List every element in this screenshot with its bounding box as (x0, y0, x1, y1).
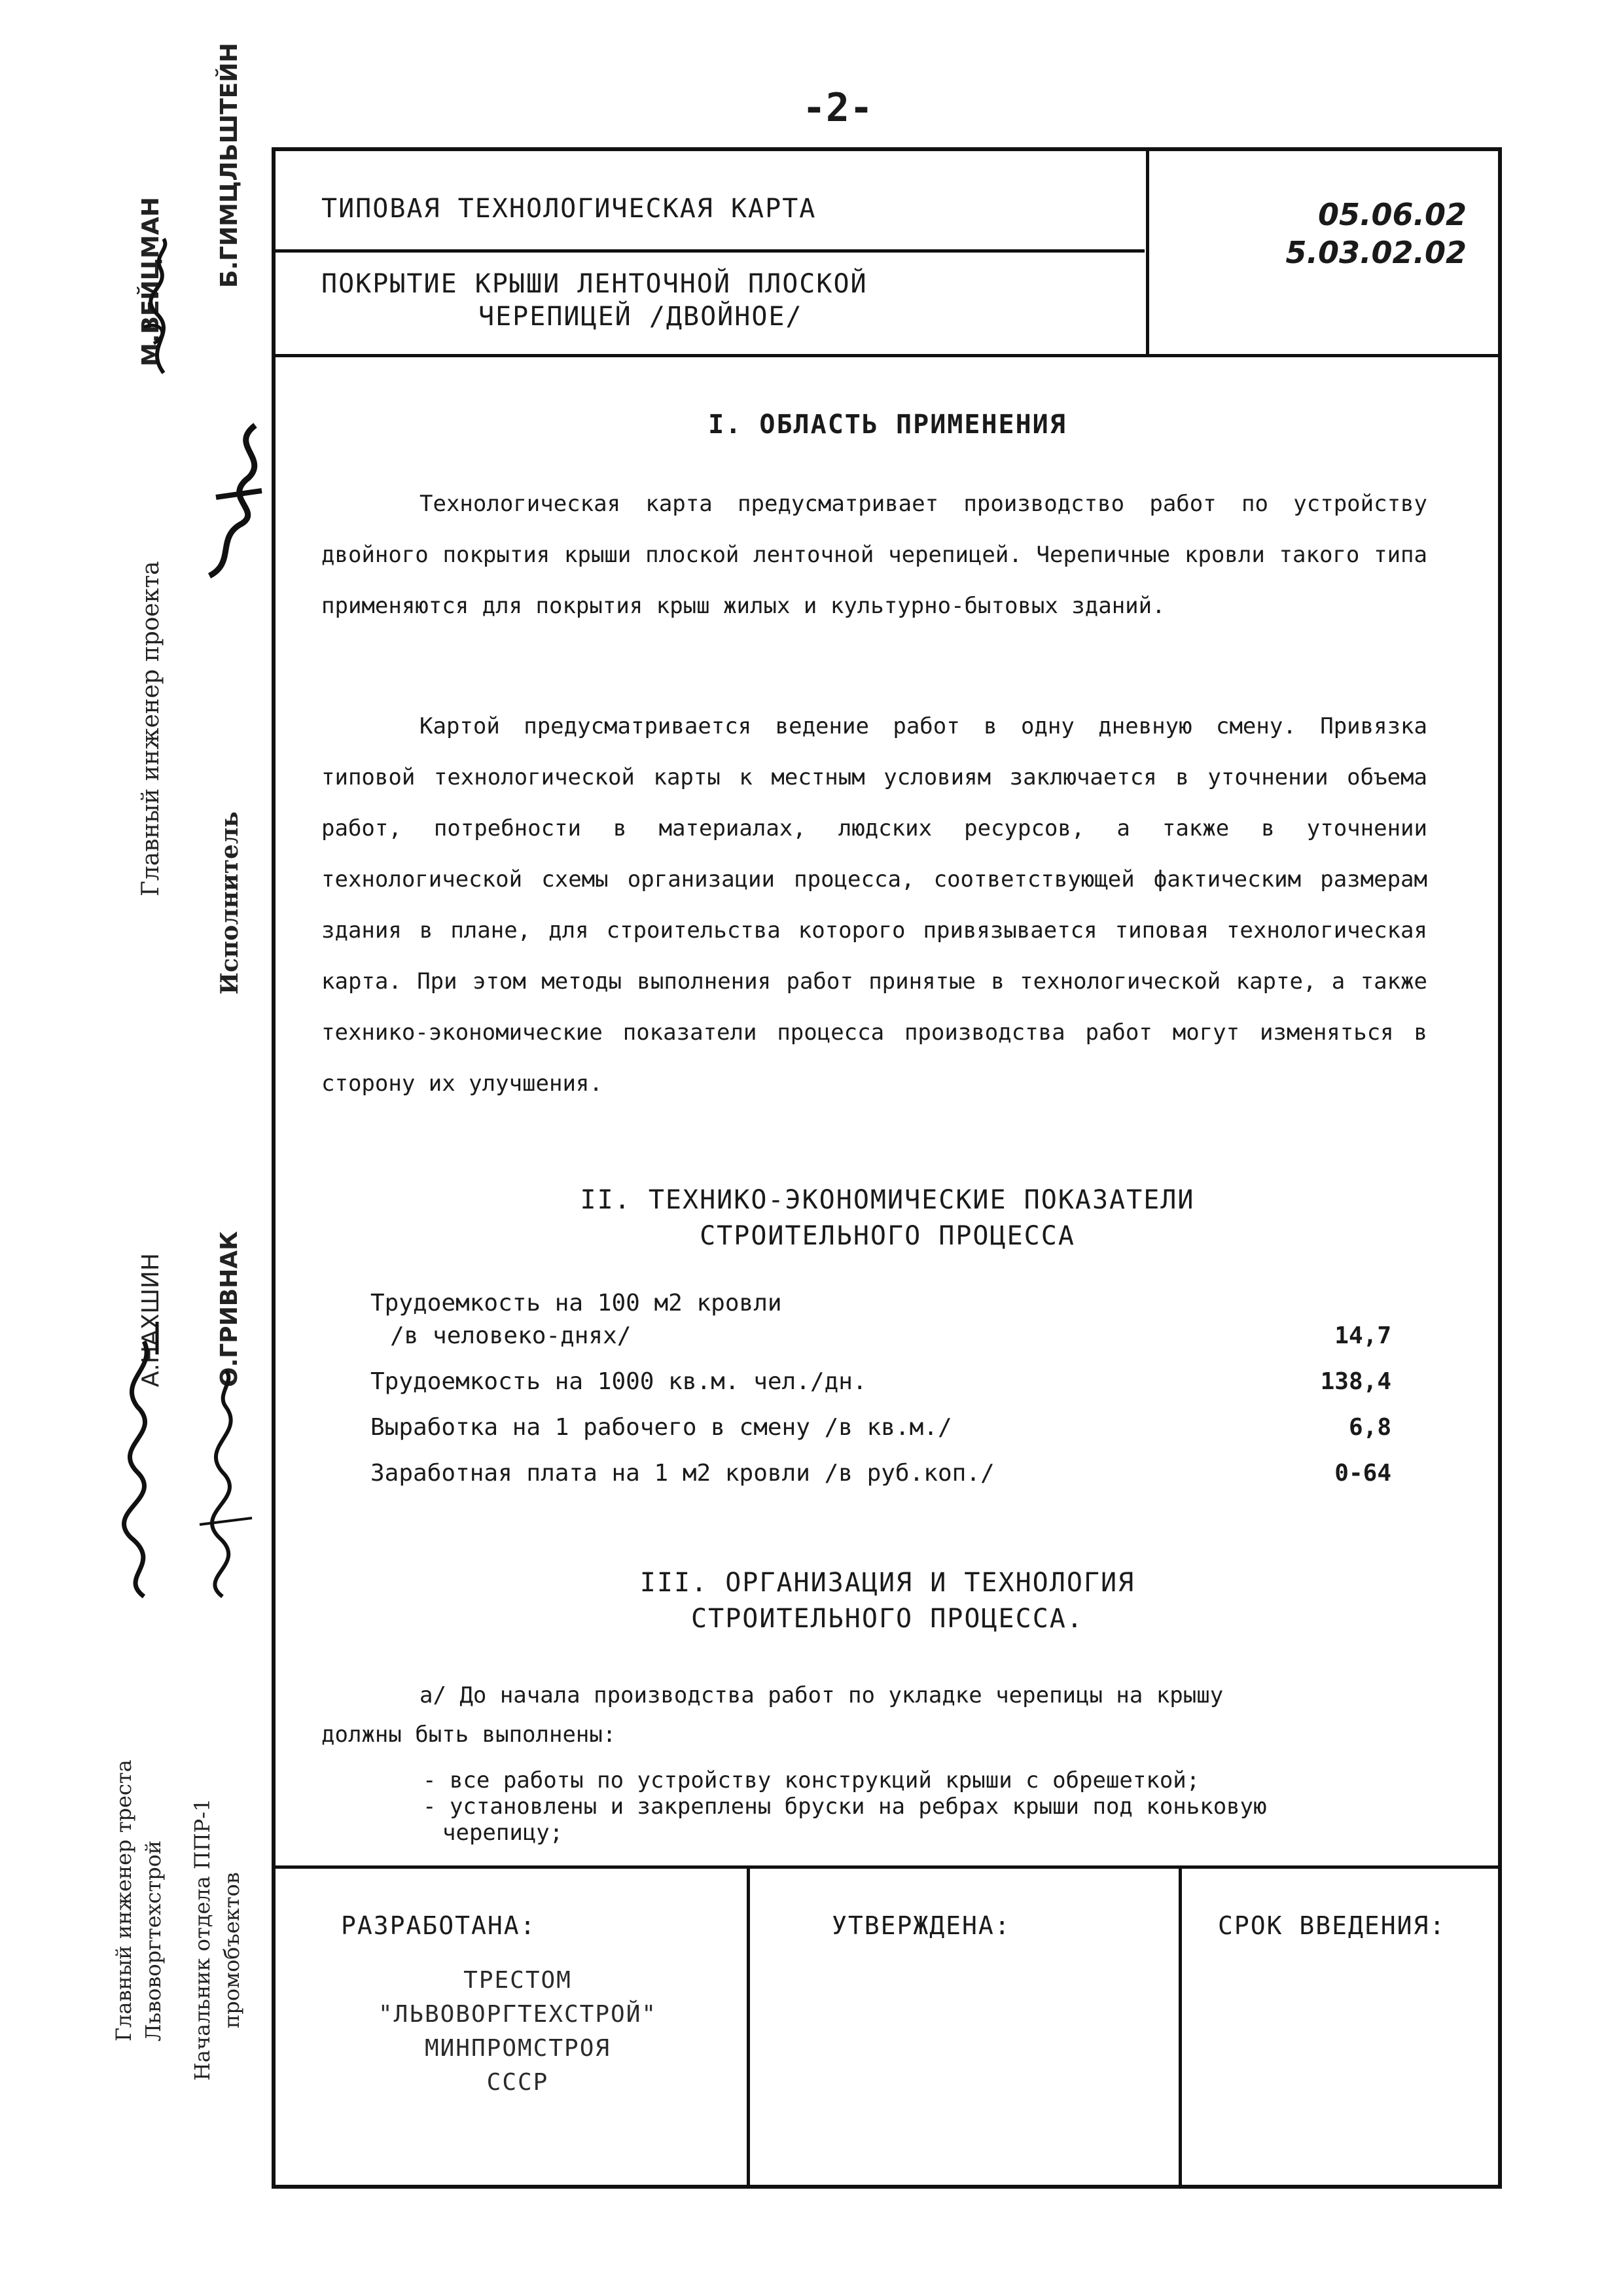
section-3-item-1: - все работы по устройству конструкций крыши с обрешеткой; (423, 1767, 1200, 1793)
kpi-value: 14,7 (1334, 1322, 1391, 1349)
approved-label: УТВЕРЖДЕНА: (832, 1911, 1011, 1940)
footer-divider-1 (747, 1865, 750, 2189)
signature-executor (196, 419, 275, 589)
kpi-value: 0-64 (1334, 1460, 1391, 1487)
executor-name: Б.ГИМЦЛЬШТЕЙН (216, 43, 243, 288)
kpi-row (370, 1414, 1391, 1441)
header-divider (276, 249, 1145, 253)
chief-engineer-label: Главный инженер проекта (137, 561, 164, 896)
kpi-row (370, 1460, 1391, 1487)
kpi-row (370, 1290, 1391, 1316)
section-1-paragraph-1: Технологическая карта предусматривает производство работ по устройству двойного покрытия крыши плоской ленточной черепицей. Черепичные кровли такого типа применяются для покрытия крыш жилых и культурно-бытовых зданий. (321, 491, 1427, 619)
developed-org-2: "ЛЬВОВОРГТЕХСТРОЙ" (378, 2001, 658, 2028)
header-bottom-border (276, 354, 1498, 357)
doc-title-top: ТИПОВАЯ ТЕХНОЛОГИЧЕСКАЯ КАРТА (321, 194, 817, 224)
kpi-label: Трудоемкость на 1000 кв.м. чел./дн. (370, 1368, 867, 1395)
section-3-title-line1: III. ОРГАНИЗАЦИЯ И ТЕХНОЛОГИЯ (639, 1568, 1135, 1598)
section-2-title-line2: СТРОИТЕЛЬНОГО ПРОЦЕССА (700, 1221, 1075, 1251)
doc-title-line2: ЧЕРЕПИЦЕЙ /ДВОЙНОЕ/ (478, 302, 803, 332)
dept-head-line2: промобъектов (219, 1872, 244, 2028)
signer-name-a: А.НАХШИН (137, 1253, 164, 1387)
section-1-paragraph-2: Картой предусматривается ведение работ в одну дневную смену. Привязка типовой технологической карты к местным условиям заключается в уточнении объема работ, потребности в материалах, людских ресурсов, а также в уточнении технологической схемы организации процесса, соответствующей фактическим размерам здания в плане, для строительства которого привязывается типовая технологическая карта. При этом методы выполнения работ принятые в технологической карте, а также технико-экономические показатели процесса производства работ могут изменяться в сторону их улучшения. (321, 713, 1427, 1097)
section-3-intro: а/ До начала производства работ по укладке черепицы на крышу (419, 1682, 1224, 1708)
section-3-item-2-cont: черепицу; (442, 1820, 563, 1846)
executor-label: Исполнитель (216, 811, 243, 995)
doc-code-1: 05.06.02 (1318, 197, 1467, 232)
section-1-title: I. ОБЛАСТЬ ПРИМЕНЕНИЯ (708, 410, 1067, 440)
header-code-divider (1146, 151, 1149, 354)
dept-head-line1: Начальник отдела ППР-1 (190, 1798, 215, 2081)
section-2-title-line1: II. ТЕХНИКО-ЭКОНОМИЧЕСКИЕ ПОКАЗАТЕЛИ (580, 1185, 1195, 1215)
kpi-label: Выработка на 1 рабочего в смену /в кв.м./ (370, 1414, 952, 1441)
kpi-value: 6,8 (1348, 1414, 1391, 1441)
kpi-label-cont: /в человеко-днях/ (390, 1322, 632, 1349)
chief-trust-line2: Львоворгтехстрой (141, 1840, 166, 2041)
kpi-row (390, 1322, 1391, 1349)
developed-org-4: СССР (486, 2069, 549, 2096)
section-3-item-2: - установлены и закреплены бруски на ребрах крыши под коньковую (423, 1793, 1267, 1820)
page-number: -2- (802, 85, 874, 131)
signature-a (105, 1315, 183, 1603)
chief-engineer-name: М.ВЕЙЦМАН (137, 197, 164, 366)
developed-label: РАЗРАБОТАНА: (341, 1911, 537, 1940)
footer-top-border (276, 1865, 1498, 1869)
kpi-row (370, 1368, 1391, 1395)
effective-date-label: СРОК ВВЕДЕНИЯ: (1218, 1911, 1446, 1940)
developed-org-1: ТРЕСТОМ (463, 1967, 572, 1994)
footer-divider-2 (1179, 1865, 1182, 2189)
developed-org-3: МИНПРОМСТРОЯ (424, 2035, 611, 2062)
kpi-label: Заработная плата на 1 м2 кровли /в руб.коп./ (370, 1460, 995, 1487)
section-3-intro-cont: должны быть выполнены: (321, 1722, 616, 1748)
doc-title-line1: ПОКРЫТИЕ КРЫШИ ЛЕНТОЧНОЙ ПЛОСКОЙ (321, 269, 868, 299)
section-3-title-line2: СТРОИТЕЛЬНОГО ПРОЦЕССА. (691, 1604, 1084, 1634)
signature-chief-engineer (124, 236, 190, 380)
chief-trust-line1: Главный инженер треста (111, 1759, 136, 2041)
document-frame (272, 147, 1502, 2189)
doc-code-2: 5.03.02.02 (1285, 235, 1467, 270)
kpi-label: Трудоемкость на 100 м2 кровли (370, 1290, 782, 1316)
signer-name-b: О.ГРИВНАК (216, 1231, 243, 1387)
signature-b (190, 1368, 262, 1603)
kpi-value: 138,4 (1320, 1368, 1391, 1395)
